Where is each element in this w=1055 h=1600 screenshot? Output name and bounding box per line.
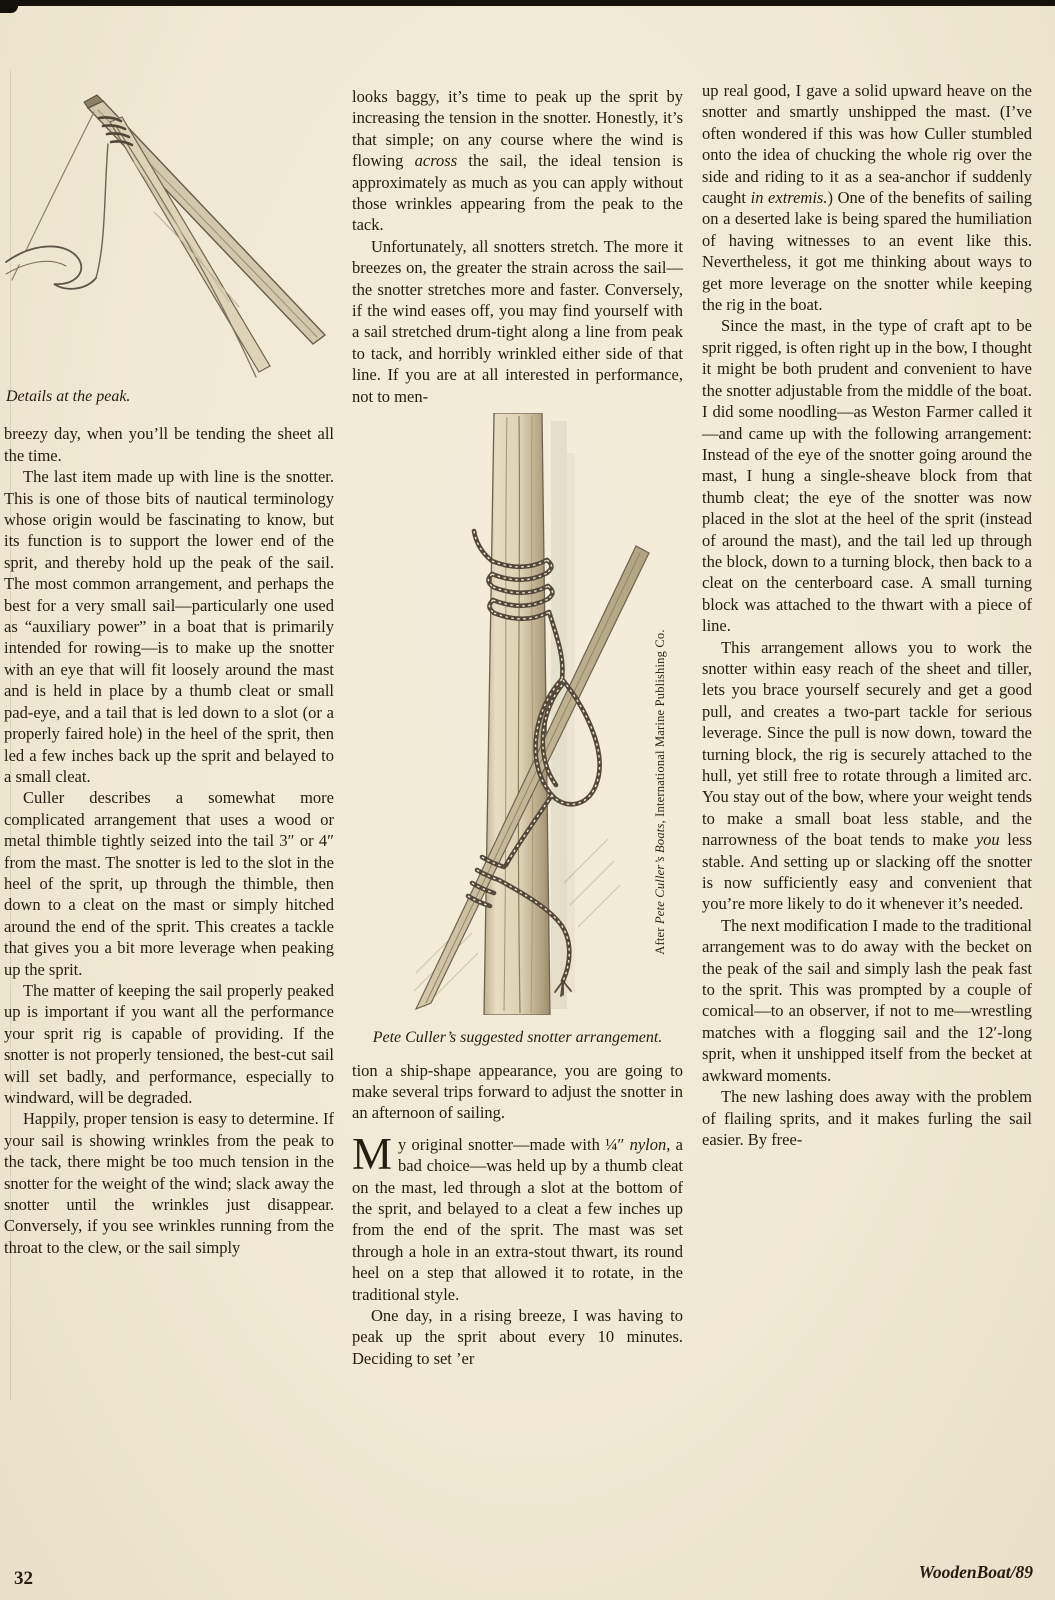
paragraph [702, 80, 1032, 315]
text-segment: y original snotter—made with ¼″ [398, 1134, 630, 1154]
paragraph: The next modification I made to the traditional arrangement was to do away with the becket on the peak of the sail and simply lash the peak fast to the sprit. This was prompted by a couple of comical—to an observer, if not to me—wrestling matches with a flogging sail and the 12′-long sprit, when it unshipped itself from the becket at awkward moments. [702, 915, 1032, 1085]
column-left [4, 92, 334, 1258]
credit-text: , International Marine Publishing Co. [653, 629, 667, 824]
text-segment: looks baggy, it’s time to peak up the sprit by increasing the tension in the snotter. Honestly, it’s that simple; on any course where the wind is flowing [352, 87, 683, 171]
paragraph: Unfortunately, all snotters stretch. The more it breezes on, the greater the strain across the sail—the snotter stretches more and faster. Conversely, if the wind eases off, you may find yourself with a sail stretched drum-tight along a line from peak to tack, and horribly wrinkled either side of that line. If you are at all interested in performance, not to men- [352, 236, 683, 406]
paragraph [702, 637, 1032, 915]
italic-term: you [975, 830, 1000, 850]
figure-peak-caption: Details at the peak. [6, 388, 131, 405]
scan-edge-artifact [0, 0, 1055, 6]
paragraph [352, 1128, 683, 1305]
paragraph [352, 86, 683, 236]
figure-snotter-credit [653, 602, 667, 982]
scan-corner-artifact [0, 0, 18, 13]
page-number: 32 [14, 1568, 33, 1589]
column-middle [352, 86, 683, 1369]
paragraph: The last item made up with line is the snotter. This is one of those bits of nautical terminology whose origin would be fascinating to know, but its function is to support the lower end of the sprit, and thereby hold up the peak of the sail. The most common arrangement, and perhaps the best for a very small sail—particularly one used as “auxiliary power” in a boat that is primarily intended for rowing—is to make up the snotter with an eye that will fit loosely around the mast and is held in place by a thumb cleat or small pad-eye, and a tail that is led down to a slot (or a properly faired hole) in the heel of the sprit, then led a few inches back up the sprit and belayed to a small cleat. [4, 467, 334, 786]
paragraph: breezy day, when you’ll be tending the sheet all the time. [4, 424, 334, 465]
credit-source-title: Pete Culler’s Boats [653, 823, 667, 925]
text-segment: ) One of the benefits of sailing on a deserted lake is being spared the humiliation of having witnesses to an event like this. Nevertheless, it got me thinking about ways to get more leverage on the snotter while keeping the rig in the boat. [702, 188, 1033, 315]
paragraph: Happily, proper tension is easy to determine. If your sail is showing wrinkles from the peak to the tack, there might be too much tension in the snotter for the weight of the wind; slack away the snotter until the wrinkles just disappear. Conversely, if you see wrinkles running from the throat to the clew, or the sail simply [4, 1109, 334, 1257]
figure-peak-detail [4, 92, 336, 380]
text-segment: This arrangement allows you to work the snotter within easy reach of the sheet and tiller, lets you brace yourself securely and get a good pull, and creates a two-part tackle for serious leverage. Since the pull is now down, toward the turning block, the rig is securely attached to the hull, yet still free to rotate through a limited arc. You stay out of the bow, where your weight tends to make a small boat less stable, and the narrowness of the boat tends to make [702, 637, 1032, 850]
figure-snotter [352, 413, 683, 1019]
paragraph: The new lashing does away with the problem of flailing sprits, and it makes furling the sail easier. By free- [702, 1087, 1032, 1149]
italic-term: nylon [629, 1134, 667, 1154]
magazine-footer: WoodenBoat/89 [918, 1562, 1033, 1582]
paragraph: One day, in a rising breeze, I was having to peak up the sprit about every 10 minutes. Deciding to set ’er [352, 1305, 683, 1368]
text-segment: up real good, I gave a solid upward heave on the snotter and smartly unshipped the mast. (I’ve often wondered if this was how Culler stumbled onto the idea of chucking the whole rig over the side and riding to it as a sea-anchor if suddenly caught [702, 81, 1032, 208]
peak-detail-illustration [4, 92, 336, 380]
drop-cap: M [352, 1128, 393, 1179]
paragraph: tion a ship-shape appearance, you are going to make several trips forward to adjust the snotter in an afternoon of sailing. [352, 1060, 683, 1123]
text-segment: less stable. And setting up or slacking off the snotter is now sufficiently easy and convenient that you’re more likely to do it whenever it’s needed. [702, 830, 1032, 914]
credit-text: After [653, 924, 667, 955]
text-segment: the sail, the ideal tension is approximately as much as you can apply without those wrinkles appearing from the peak to the tack. [352, 151, 683, 235]
paragraph: Culler describes a somewhat more complicated arrangement that uses a wood or metal thimble tightly seized into the tail 3″ or 4″ from the mast. The snotter is led to the slot in the heel of the sprit, up through the thimble, then down to a cleat on the mast or simply hitched around the end of the sprit. This creates a tackle that gives you a bit more leverage when peaking up the sprit. [4, 788, 334, 979]
figure-snotter-caption: Pete Culler’s suggested snotter arrangement. [372, 1029, 663, 1047]
snotter-illustration [412, 413, 657, 1015]
italic-term: across [414, 151, 458, 171]
italic-term: in extremis. [750, 188, 828, 208]
text-segment: , a bad choice—was held up by a thumb cleat on the mast, led through a slot at the bottom of the sprit, and belayed to a cleat a few inches up from the end of the sprit. The mast was set through a hole in an extra-stout thwart, its round heel on a step that allowed it to rotate, in the traditional style. [352, 1134, 683, 1304]
paragraph: The matter of keeping the sail properly peaked up is important if you want all the performance your sprit rig is capable of providing. If the snotter is not properly tensioned, the best-cut sail will set badly, and performance, especially to windward, will be degraded. [4, 980, 334, 1107]
paragraph: Since the mast, in the type of craft apt to be sprit rigged, is often right up in the bow, I thought it might be both prudent and convenient to have the snotter adjustable from the middle of the boat. I did some noodling—as Weston Farmer called it—and came up with the following arrangement: Instead of the eye of the snotter going around the mast, I hung a single-sheave block from that thumb cleat; the eye of the snotter was now placed in the slot at the heel of the sprit (instead of around the mast), and the tail led up through the block, down to a turning block, then back to a cleat on the centerboard case. A small turning block was attached to the thwart with a piece of line. [702, 316, 1032, 636]
column-right [702, 80, 1032, 1150]
